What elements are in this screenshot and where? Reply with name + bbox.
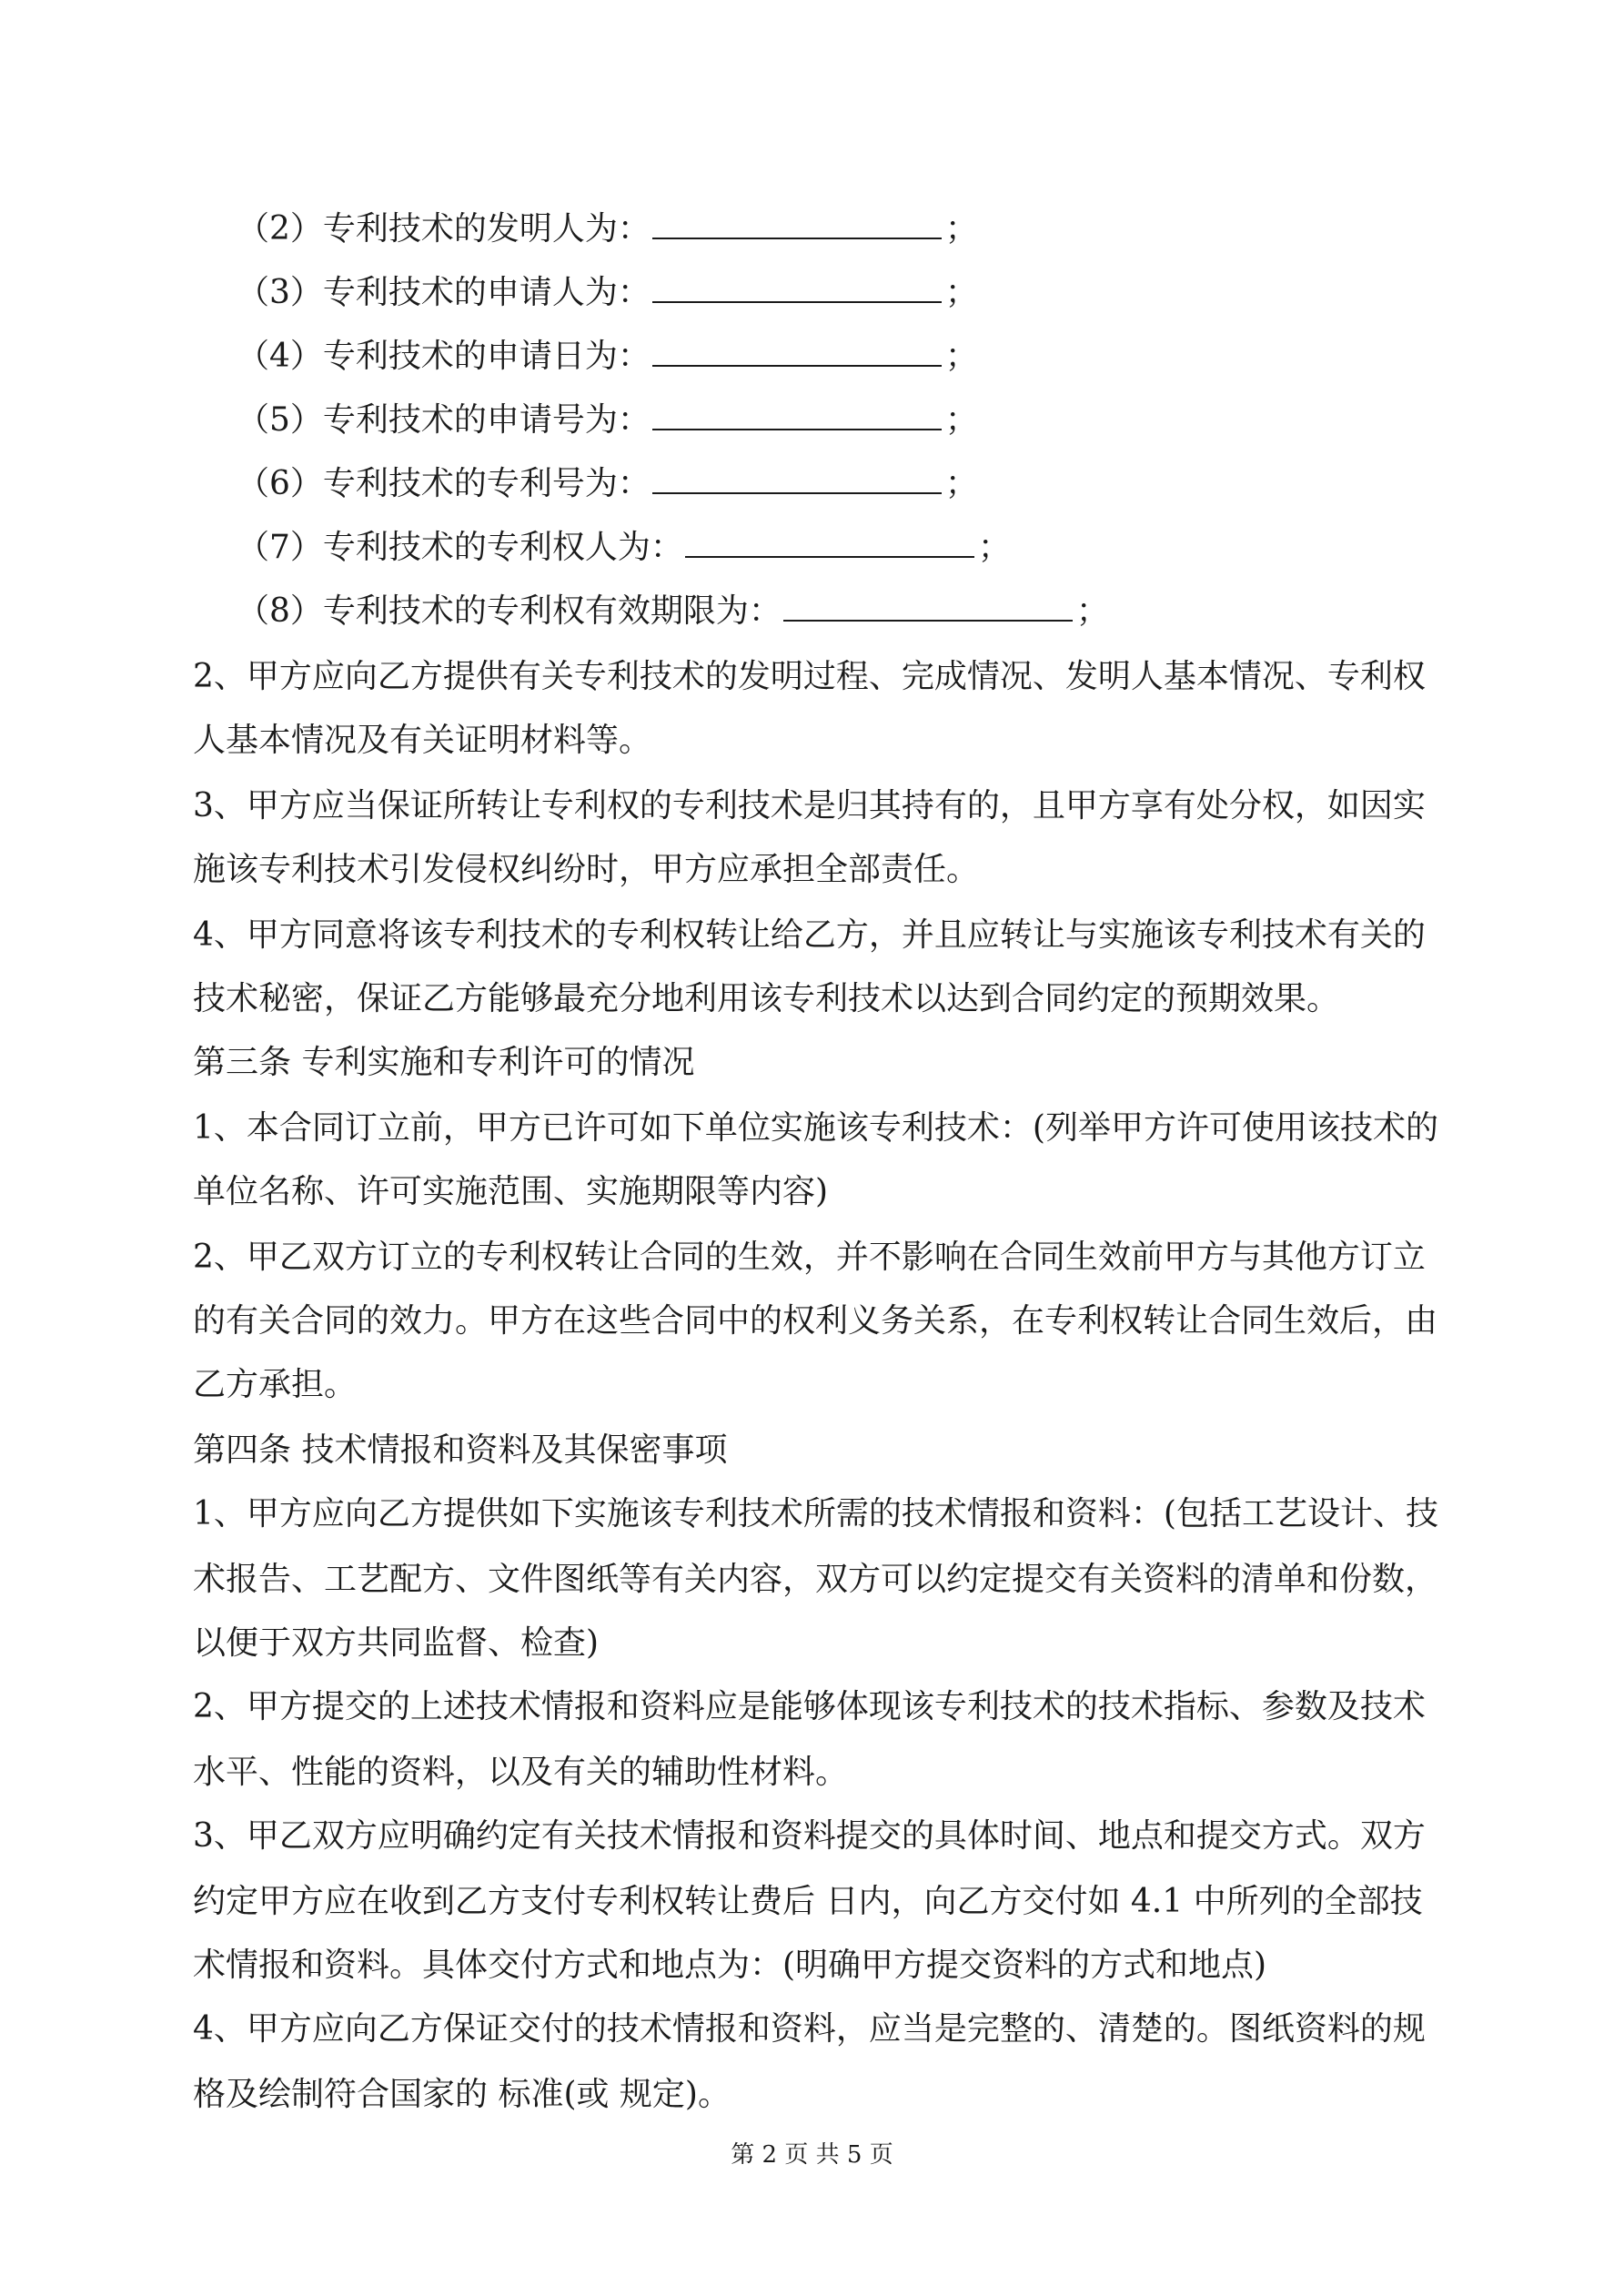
text-line: 约定甲方应在收到乙方支付专利权转让费后 日内，向乙方交付如 4.1 中所列的全部技 <box>193 1883 1423 1920</box>
fill-blank[interactable] <box>652 338 942 367</box>
text-line: 术报告、工艺配方、文件图纸等有关内容，双方可以约定提交有关资料的清单和份数， <box>193 1561 1438 1598</box>
text-line: 1、甲方应向乙方提供如下实施该专利技术所需的技术情报和资料：(包括工艺设计、技 <box>193 1495 1438 1532</box>
item-applicant: （3）专利技术的申请人为： ； <box>237 274 978 311</box>
text-line: 3、甲乙双方应明确约定有关技术情报和资料提交的具体时间、地点和提交方式。双方 <box>193 1817 1426 1855</box>
fill-blank[interactable] <box>685 529 974 558</box>
fill-blank[interactable] <box>783 592 1073 622</box>
text-line: 4、甲方应向乙方保证交付的技术情报和资料，应当是完整的、清楚的。图纸资料的规 <box>193 2010 1426 2048</box>
text-line: 单位名称、许可实施范围、实施期限等内容) <box>193 1173 829 1210</box>
text-line: 施该专利技术引发侵权纠纷时，甲方应承担全部责任。 <box>193 851 980 888</box>
item-application-date: （4）专利技术的申请日为： ； <box>237 338 978 375</box>
page-number: 第 2 页 共 5 页 <box>731 2141 893 2169</box>
item-inventor: （2）专利技术的发明人为： ； <box>237 210 978 248</box>
text-line: 术情报和资料。具体交付方式和地点为：(明确甲方提交资料的方式和地点) <box>193 1947 1267 1984</box>
text-line: 以便于双方共同监督、检查) <box>193 1624 600 1662</box>
text-line: 的有关合同的效力。甲方在这些合同中的权利义务关系，在专利权转让合同生效后，由 <box>193 1302 1438 1340</box>
text-line: 2、甲方应向乙方提供有关专利技术的发明过程、完成情况、发明人基本情况、专利权 <box>193 658 1426 695</box>
text-line: 技术秘密，保证乙方能够最充分地利用该专利技术以达到合同约定的预期效果。 <box>193 980 1340 1017</box>
text-line: 2、甲乙双方订立的专利权转让合同的生效，并不影响在合同生效前甲方与其他方订立 <box>193 1239 1426 1276</box>
text-line: 格及绘制符合国家的 标准(或 规定)。 <box>193 2076 731 2113</box>
section-heading: 第四条 技术情报和资料及其保密事项 <box>193 1431 728 1469</box>
item-application-number: （5）专利技术的申请号为： ； <box>237 401 978 439</box>
fill-blank[interactable] <box>652 465 942 494</box>
text-line: 1、本合同订立前，甲方已许可如下单位实施该专利技术：(列举甲方许可使用该技术的 <box>193 1109 1438 1147</box>
text-line: 4、甲方同意将该专利技术的专利权转让给乙方，并且应转让与实施该专利技术有关的 <box>193 916 1426 954</box>
text-line: 2、甲方提交的上述技术情报和资料应是能够体现该专利技术的技术指标、参数及技术 <box>193 1688 1426 1725</box>
item-validity-period: （8）专利技术的专利权有效期限为： ； <box>237 592 1109 630</box>
fill-blank[interactable] <box>652 274 942 303</box>
text-line: 人基本情况及有关证明材料等。 <box>193 722 652 759</box>
text-line: 水平、性能的资料，以及有关的辅助性材料。 <box>193 1754 849 1791</box>
text-line: 乙方承担。 <box>193 1366 358 1403</box>
item-patentee: （7）专利技术的专利权人为： ； <box>237 529 1011 566</box>
fill-blank[interactable] <box>652 210 942 239</box>
item-patent-number: （6）专利技术的专利号为： ； <box>237 465 978 502</box>
section-heading: 第三条 专利实施和专利许可的情况 <box>193 1044 695 1081</box>
fill-blank[interactable] <box>652 401 942 430</box>
text-line: 3、甲方应当保证所转让专利权的专利技术是归其持有的，且甲方享有处分权，如因实 <box>193 787 1426 824</box>
